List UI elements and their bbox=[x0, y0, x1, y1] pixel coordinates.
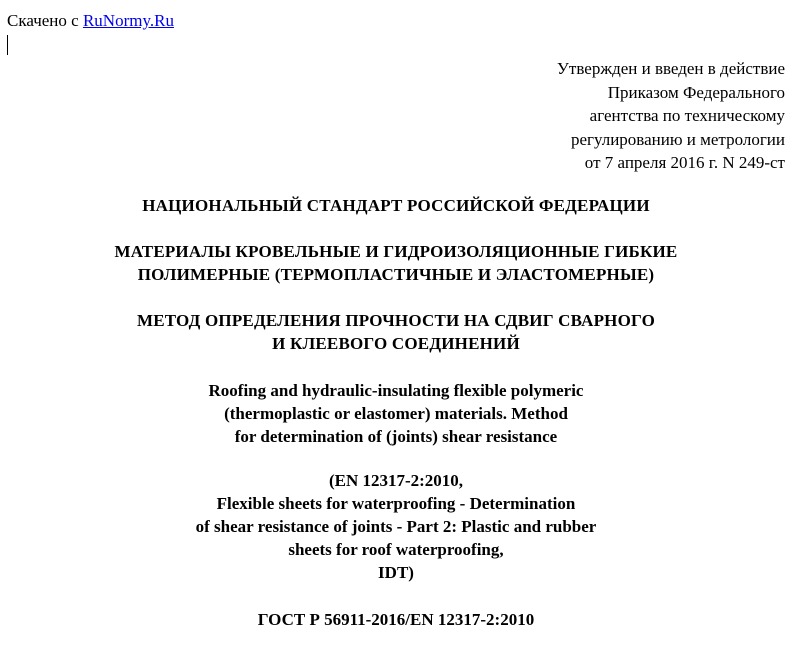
en-reference-line: Flexible sheets for waterproofing - Determination bbox=[216, 494, 576, 513]
method-title-line: МЕТОД ОПРЕДЕЛЕНИЯ ПРОЧНОСТИ НА СДВИГ СВАРНОГО bbox=[136, 311, 656, 330]
approval-line: агентства по техническому bbox=[589, 106, 785, 125]
english-title bbox=[0, 379, 792, 448]
source-attribution bbox=[7, 10, 174, 32]
english-title-line: (thermoplastic or elastomer) materials. Method bbox=[224, 404, 568, 423]
materials-title bbox=[0, 240, 792, 286]
method-title bbox=[0, 309, 792, 355]
approval-line: Утвержден и введен в действие bbox=[556, 59, 785, 78]
text-cursor bbox=[7, 35, 8, 55]
materials-title-line: ПОЛИМЕРНЫЕ (ТЕРМОПЛАСТИЧНЫЕ И ЭЛАСТОМЕРНЫЕ) bbox=[137, 265, 655, 284]
approval-line: от 7 апреля 2016 г. N 249-ст bbox=[584, 153, 785, 172]
approval-notice bbox=[557, 57, 785, 175]
source-prefix: Скачено с bbox=[7, 11, 79, 30]
english-title-line: Roofing and hydraulic-insulating flexible polymeric bbox=[208, 381, 584, 400]
materials-title-line: МАТЕРИАЛЫ КРОВЕЛЬНЫЕ И ГИДРОИЗОЛЯЦИОННЫЕ ГИБКИЕ bbox=[114, 242, 678, 261]
en-reference-line: (EN 12317-2:2010, bbox=[328, 471, 464, 490]
gost-number bbox=[0, 608, 792, 631]
en-reference-line: IDT) bbox=[378, 563, 414, 582]
runormy-link[interactable]: RuNormy.Ru bbox=[82, 11, 174, 30]
en-reference-line: of shear resistance of joints - Part 2: Plastic and rubber bbox=[195, 517, 597, 536]
approval-line: регулированию и метрологии bbox=[570, 129, 785, 149]
gost-number-line: ГОСТ Р 56911-2016/EN 12317-2:2010 bbox=[257, 610, 535, 629]
approval-line: Приказом Федерального bbox=[607, 82, 785, 102]
standard-title-line: НАЦИОНАЛЬНЫЙ СТАНДАРТ РОССИЙСКОЙ ФЕДЕРАЦИИ bbox=[142, 196, 650, 215]
method-title-line: И КЛЕЕВОГО СОЕДИНЕНИЙ bbox=[272, 334, 520, 353]
en-reference bbox=[0, 469, 792, 584]
en-reference-line: sheets for roof waterproofing, bbox=[288, 540, 504, 559]
standard-title bbox=[0, 194, 792, 217]
english-title-line: for determination of (joints) shear resistance bbox=[234, 427, 558, 446]
